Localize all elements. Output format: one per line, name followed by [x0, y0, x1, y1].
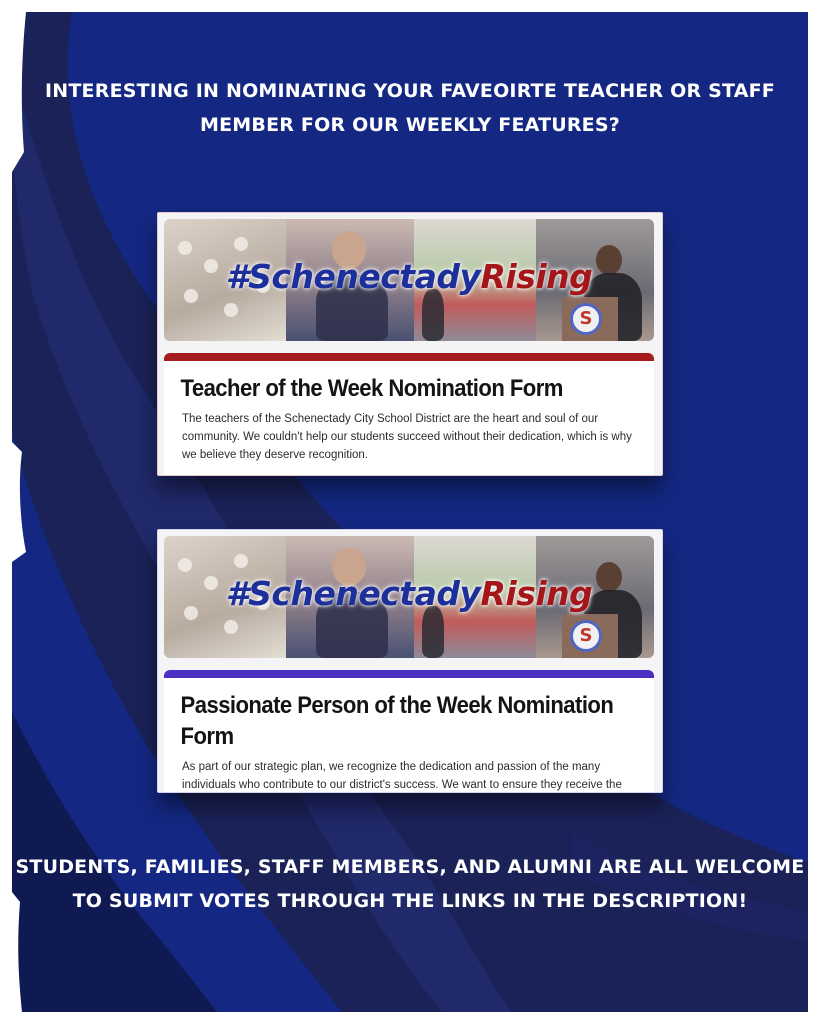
- form-header-body: [164, 353, 654, 476]
- top-heading: INTERESTING IN NOMINATING YOUR FAVEOIRTE TEACHER OR STAFF MEMBER FOR OUR WEEKLY FEATURES?: [45, 80, 775, 136]
- nomination-form-card-teacher[interactable]: [157, 212, 663, 476]
- form-description: The teachers of the Schenectady City School District are the heart and soul of our community. We couldn't help our students succeed without their dedication, which is why we believe they deserve recognition.: [182, 413, 632, 461]
- hashtag-text-blue: #Schenectady: [225, 574, 481, 613]
- hashtag-text-red: Rising: [480, 257, 593, 296]
- district-seal-logo: S: [570, 303, 602, 335]
- hashtag-text-red: Rising: [480, 574, 593, 613]
- form-banner: [164, 536, 654, 658]
- hashtag-logo: [164, 574, 654, 613]
- bottom-heading: STUDENTS, FAMILIES, STAFF MEMBERS, AND ALUMNI ARE ALL WELCOME TO SUBMIT VOTES THROUGH THE LINKS IN THE DESCRIPTION!: [15, 856, 805, 912]
- hashtag-logo: [164, 257, 654, 296]
- district-seal-logo: S: [570, 620, 602, 652]
- person-silhouette: [422, 606, 444, 658]
- nomination-form-card-passionate-person[interactable]: [157, 529, 663, 793]
- hashtag-text-blue: #Schenectady: [225, 257, 481, 296]
- form-description: As part of our strategic plan, we recognize the dedication and passion of the many individuals who contribute to our district's success. We want to ensure they receive the: [182, 761, 622, 791]
- form-title: Passionate Person of the Week Nomination Form: [180, 692, 614, 750]
- form-header-body: [164, 670, 654, 793]
- person-silhouette: [422, 289, 444, 341]
- poster: [12, 12, 808, 1012]
- form-banner: [164, 219, 654, 341]
- form-title: Teacher of the Week Nomination Form: [180, 375, 563, 402]
